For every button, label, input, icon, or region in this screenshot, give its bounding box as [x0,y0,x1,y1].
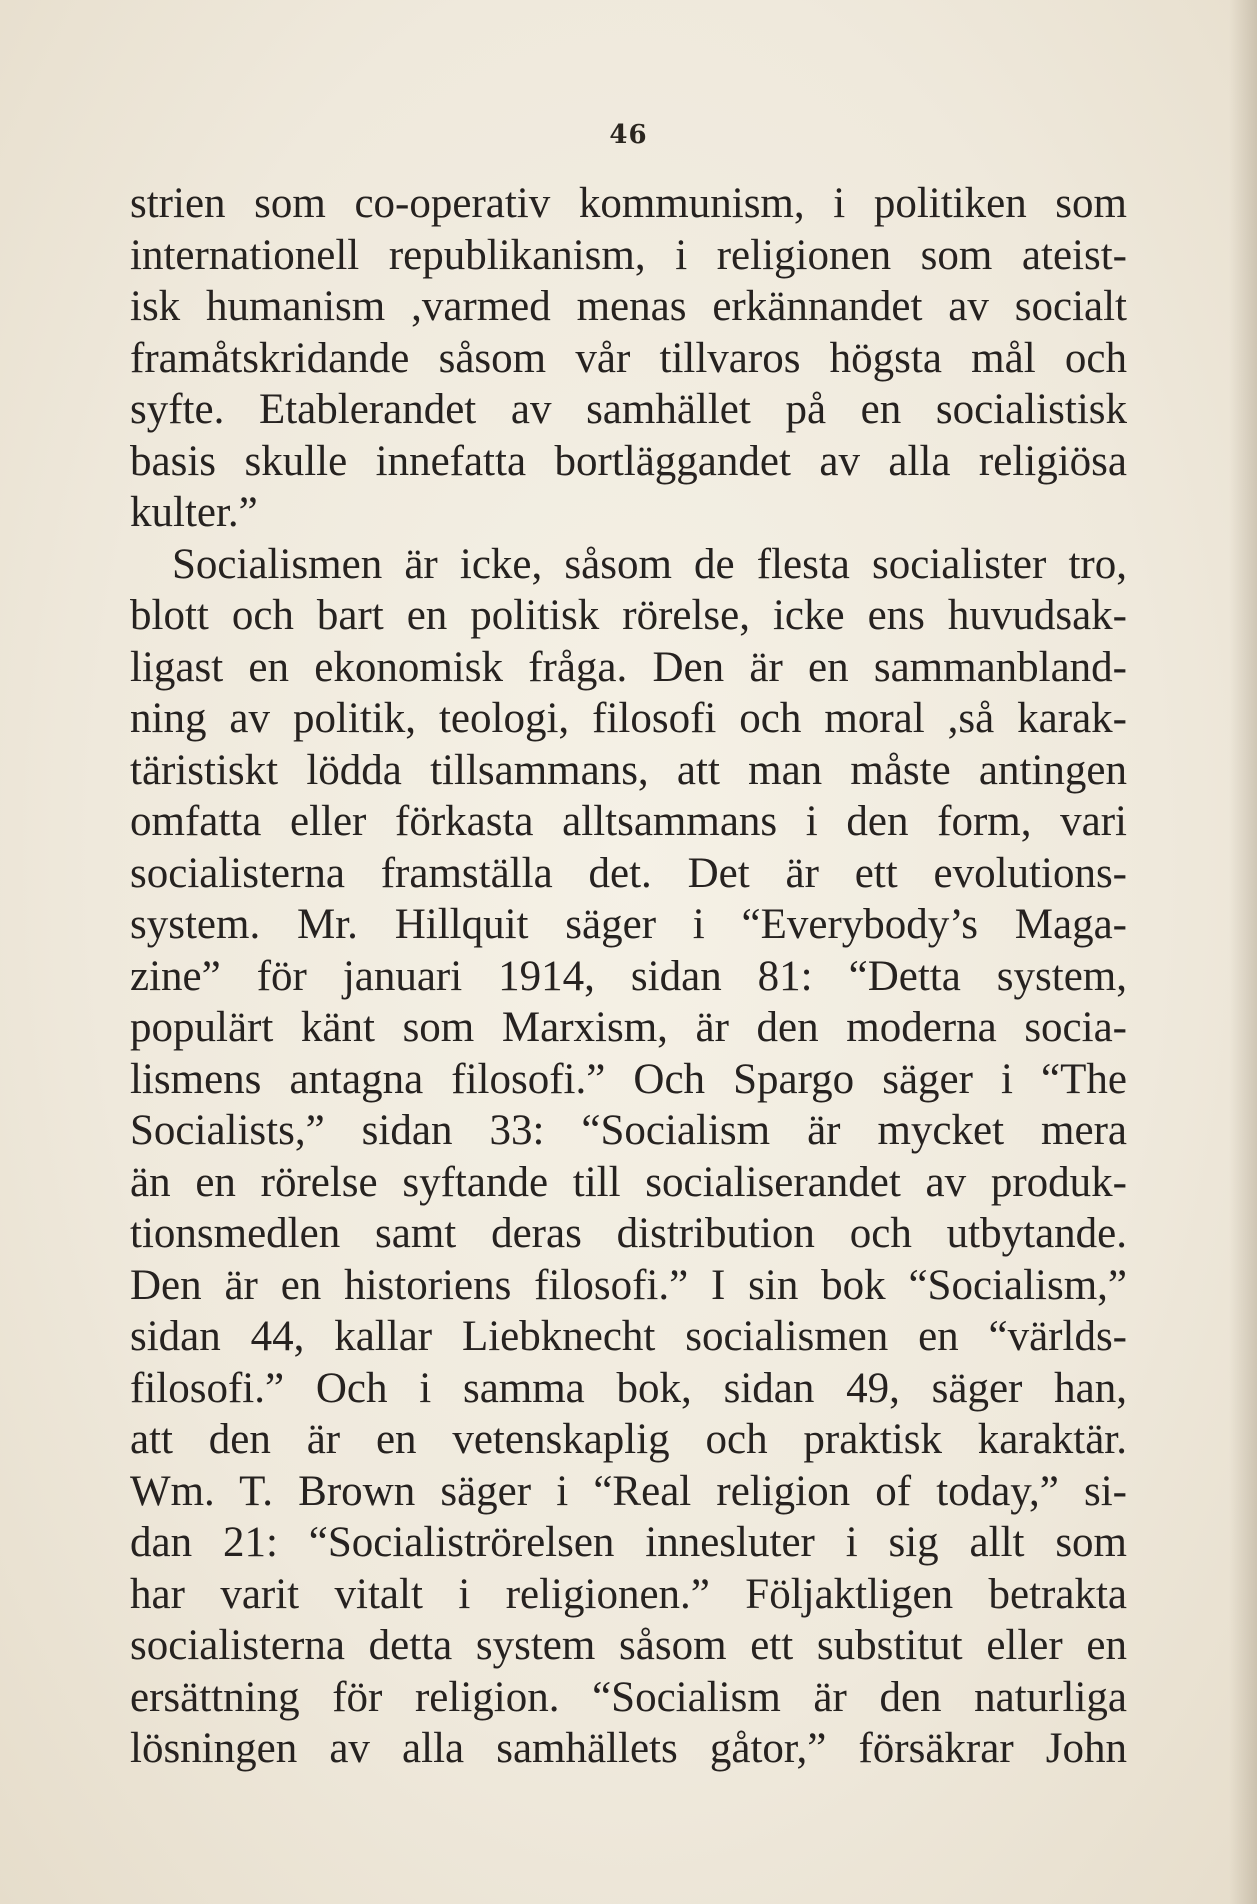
text-line: socialisterna framställa det. Det är ett evolutions- [130,849,1127,897]
text-line: isk humanism ,varmed menas erkännandet av socialt [130,283,1127,330]
text-line: Wm. T. Brown säger i “Real religion of today,” si- [130,1467,1127,1515]
text-line: populärt känt som Marxism, är den moderna socia- [130,1004,1127,1051]
text-line: Socialismen är icke, såsom de flesta socialister tro, [172,540,1127,588]
text-line: täristiskt lödda tillsammans, att man måste antingen [130,746,1127,794]
page-number: 46 [609,120,648,150]
text-line: system. Mr. Hillquit säger i “Everybody’s Maga- [130,901,1127,948]
text-line: strien som co-operativ kommunism, i politiken som [130,180,1127,227]
text-line: ning av politik, teologi, filosofi och moral ,så karak- [130,695,1127,742]
text-line: sidan 44, kallar Liebknecht socialismen en “världs- [130,1313,1127,1360]
text-line: dan 21: “Socialiströrelsen innesluter i sig allt som [130,1519,1127,1566]
text-line: ligast en ekonomisk fråga. Den är en sammanbland- [130,643,1127,691]
text-line: Den är en historiens filosofi.” I sin bok “Socialism,” [130,1261,1127,1309]
body-text [130,178,1127,1775]
text-line: internationell republikanism, i religionen som ateist- [130,231,1127,279]
text-line: framåtskridande såsom vår tillvaros högsta mål och [130,334,1127,382]
text-line: filosofi.” Och i samma bok, sidan 49, säger han, [130,1364,1127,1412]
text-line: att den är en vetenskaplig och praktisk karaktär. [130,1416,1127,1463]
text-line: omfatta eller förkasta alltsammans i den form, vari [130,798,1127,845]
text-line: lösningen av alla samhällets gåtor,” försäkrar John [130,1725,1127,1772]
text-line: kulter.” [130,489,258,536]
text-line: tionsmedlen samt deras distribution och utbytande. [130,1210,1127,1257]
text-line: har varit vitalt i religionen.” Följaktligen betrakta [130,1570,1127,1618]
text-line: basis skulle innefatta bortläggandet av alla religiösa [130,437,1127,485]
text-line: lismens antagna filosofi.” Och Spargo säger i “The [130,1055,1127,1103]
text-line: Socialists,” sidan 33: “Socialism är mycket mera [130,1107,1127,1154]
text-line: socialisterna detta system såsom ett substitut eller en [130,1622,1127,1669]
text-line: än en rörelse syftande till socialiserandet av produk- [130,1158,1127,1206]
text-line: blott och bart en politisk rörelse, icke ens huvudsak- [130,592,1127,639]
page-edge-shadow [1229,0,1257,1904]
text-line: syfte. Etablerandet av samhället på en socialistisk [130,386,1127,433]
text-line: ersättning för religion. “Socialism är den naturliga [130,1673,1127,1721]
text-line: zine” för januari 1914, sidan 81: “Detta system, [130,952,1127,1000]
